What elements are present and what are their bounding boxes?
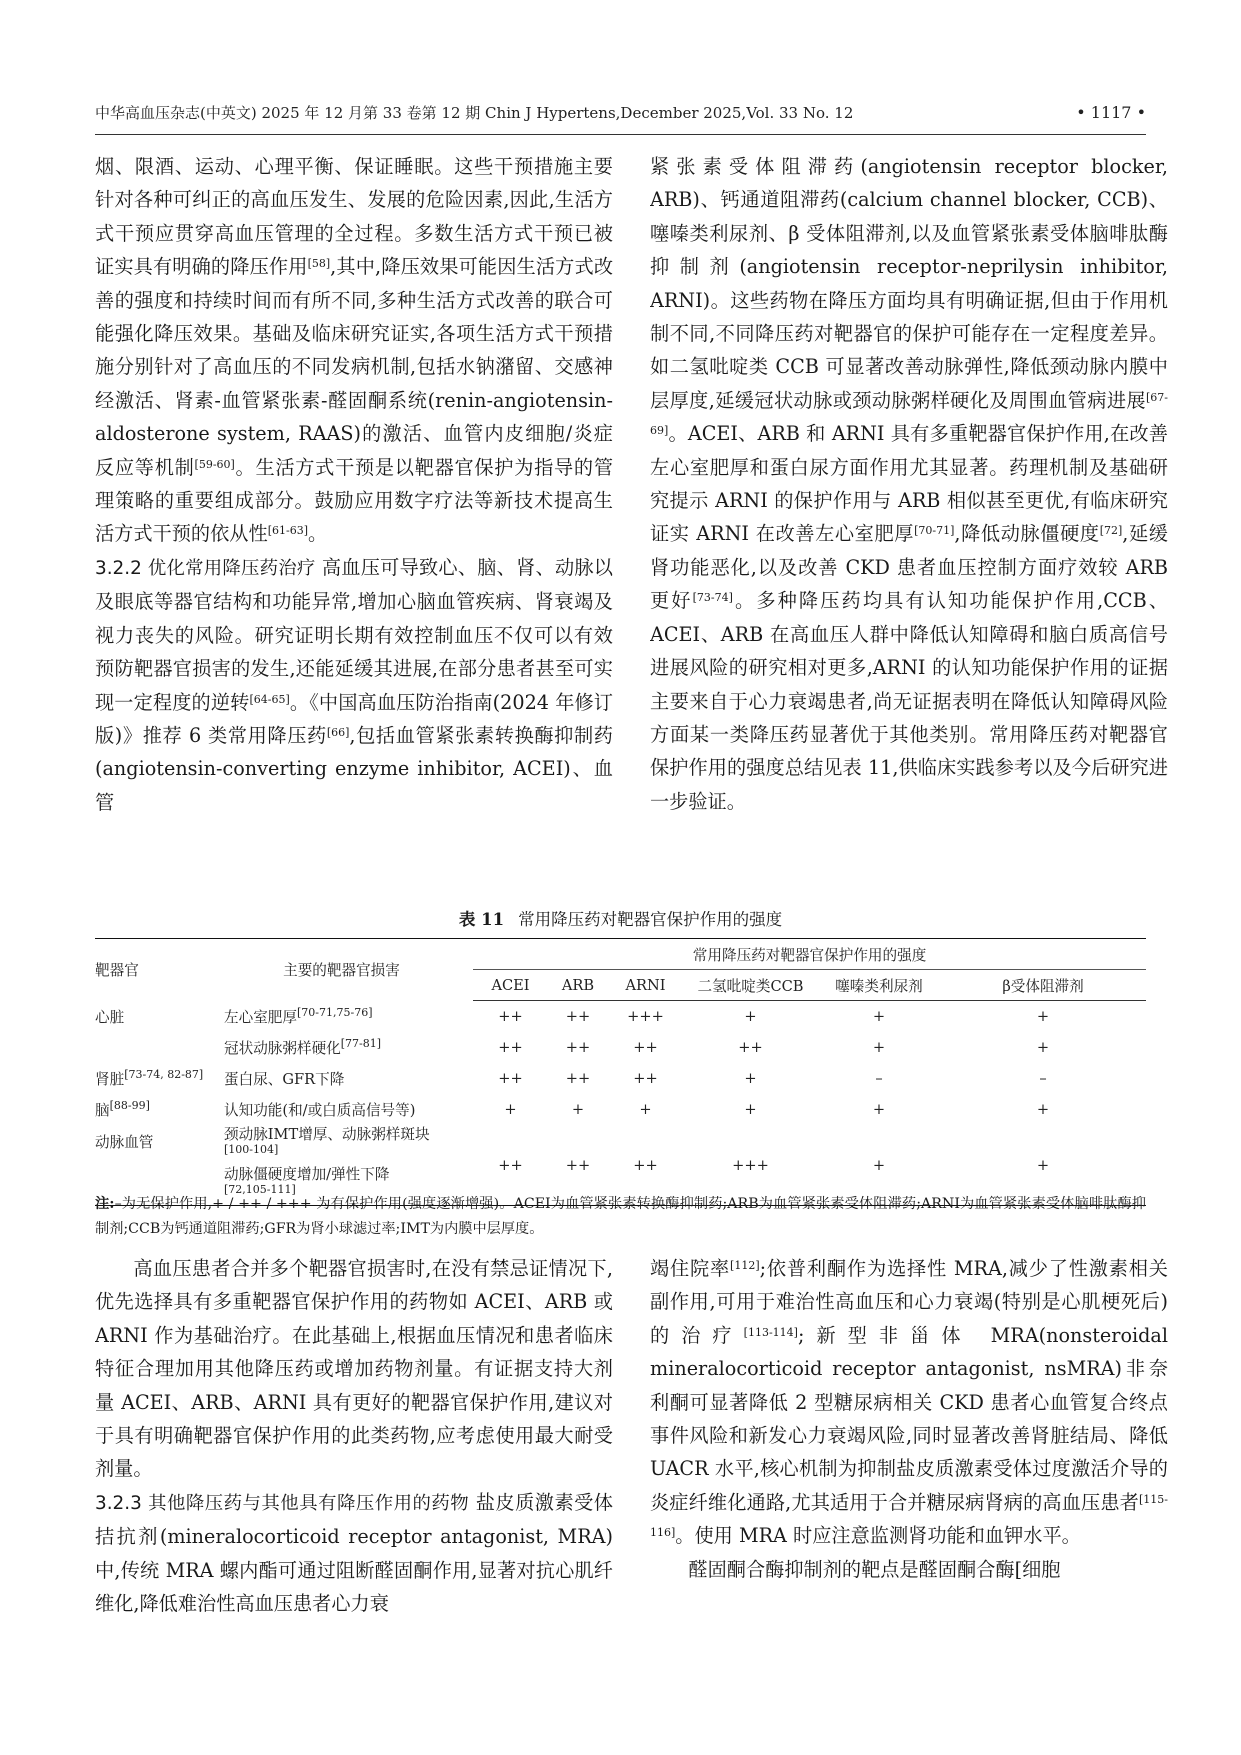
- organ-cell: [95, 1063, 210, 1094]
- damage-label: 左心室肥厚: [224, 1008, 297, 1026]
- citation-ref: [70-71,75-76]: [296, 1005, 373, 1019]
- strength-cell: +: [1036, 1039, 1050, 1056]
- strength-cell: ++: [548, 1125, 608, 1206]
- damage-cell: [210, 1032, 473, 1063]
- citation-ref: [113-114]: [743, 1325, 798, 1339]
- citation-ref: [59-60]: [194, 457, 235, 471]
- header-drug-group: 常用降压药对靶器官保护作用的强度: [473, 939, 1146, 970]
- strength-cell: +: [744, 1008, 757, 1025]
- strength-cell: ++: [565, 1039, 591, 1056]
- citation-ref: [64-65]: [249, 692, 290, 706]
- section-heading-3-2-3: 3.2.3 其他降压药与其他具有降压作用的药物: [95, 1492, 470, 1514]
- organ-cell: [95, 1032, 210, 1063]
- citation-ref: [67-69]: [650, 390, 1168, 438]
- strength-cell: ++: [498, 1008, 523, 1025]
- organ-cell: [95, 1094, 210, 1125]
- strength-cell: ++: [633, 1039, 658, 1056]
- text-run: 。生活方式干预是以靶器官保护为指导的管理策略的重要组成部分。鼓励应用数字疗法等新技术提高生活方式干预的依从性: [95, 455, 613, 546]
- strength-cell: +: [639, 1101, 652, 1118]
- table-11: [95, 938, 1146, 1206]
- damage-label: 蛋白尿、GFR下降: [224, 1071, 345, 1088]
- strength-cell: –: [1039, 1070, 1047, 1087]
- text-run: 烟、限酒、运动、心理平衡、保证睡眠。这些干预措施主要针对各种可纠正的高血压发生、发展的危险因素,因此,生活方式干预应贯穿高血压管理的全过程。多数生活方式干预已被证实具有明确的降压作用: [95, 155, 613, 279]
- table-row: [95, 1094, 1146, 1125]
- header-organ: 靶器官: [95, 939, 210, 1001]
- citation-ref: [70-71]: [914, 524, 955, 538]
- table-label: 表 11: [458, 910, 505, 929]
- citation-ref: [66]: [326, 725, 350, 739]
- strength-cell: +: [744, 1101, 757, 1118]
- strength-cell: +: [872, 1101, 886, 1118]
- note-text: –为无保护作用,+ / ++ / +++ 为有保护作用(强度逐渐增强)。ACEI为血管紧张素转换酶抑制药;ARB为血管紧张素受体阻滞药;ARNI为血管紧张素受体脑啡肽酶抑制剂;CCB为钙通道阻滞药;GFR为肾小球滤过率;IMT为内膜中层厚度。: [95, 1196, 1146, 1237]
- organ-protection-table: [95, 938, 1146, 1206]
- citation-ref: [73-74, 82-87]: [124, 1067, 204, 1081]
- strength-cell: –: [875, 1070, 883, 1087]
- table-row: [95, 1001, 1146, 1033]
- text-run: ,其中,降压效果可能因生活方式改善的强度和持续时间而有所不同,多种生活方式改善的联合可能强化降压效果。基础及临床研究证实,各项生活方式干预措施分别针对了高血压的不同发病机制,包括水钠潴留、交感神经激活、肾素-血管紧张素-醛固酮系统(renin-angiotensin-aldosterone system, RAAS)的激活、血管内皮细胞/炎症反应等机制: [95, 255, 613, 479]
- damage-line: [224, 1125, 473, 1165]
- damage-label: 冠状动脉粥样硬化: [224, 1040, 341, 1057]
- table-row: [95, 1063, 1146, 1094]
- strength-cell: ++: [565, 1070, 591, 1087]
- section-heading-3-2-2: 3.2.2 优化常用降压药治疗: [95, 557, 316, 579]
- header-drug-diuretic: 噻嗪类利尿剂: [818, 970, 940, 1001]
- header-drug-arb: ARB: [548, 970, 608, 1001]
- table-footnote: [95, 1192, 1146, 1242]
- header-damage: 主要的靶器官损害: [210, 939, 473, 1001]
- damage-cell: [210, 1063, 473, 1094]
- text-run: ,降低动脉僵硬度: [954, 522, 1100, 546]
- citation-ref: [72]: [1099, 524, 1123, 538]
- citation-ref: [72,105-111]: [224, 1182, 296, 1196]
- citation-ref: [58]: [307, 257, 331, 271]
- organ-label: 心脏: [95, 1008, 125, 1026]
- paragraph-aldosterone-synthase: 醛固酮合酶抑制剂的靶点是醛固酮合酶[细胞: [688, 1557, 1061, 1581]
- table-caption: [95, 908, 1146, 932]
- strength-cell: ++: [608, 1125, 683, 1206]
- organ-cell: [95, 1001, 210, 1033]
- text-run: ;新型非甾体 MRA(nonsteroidal mineralocorticoid receptor antagonist, nsMRA)非奈利酮可显著降低 2 型糖尿病相关 CKD 患者心血管复合终点事件风险和新发心力衰竭风险,同时显著改善肾脏结局、降低 UACR 水平,核心机制为抑制盐皮质激素受体过度激活介导的炎症纤维化通路,尤其适用于合并糖尿病肾病的高血压患者: [650, 1323, 1168, 1514]
- strength-cell: +: [571, 1101, 585, 1118]
- strength-cell: +++: [627, 1008, 664, 1025]
- strength-cell: +: [818, 1125, 940, 1206]
- strength-cell: +: [744, 1070, 757, 1087]
- text-run: 。: [307, 522, 328, 546]
- paragraph-mra: [650, 1252, 1168, 1553]
- citation-ref: [61-63]: [267, 524, 308, 538]
- paragraph-multi-organ: 高血压患者合并多个靶器官损害时,在没有禁忌证情况下,优先选择具有多重靶器官保护作用的药物如 ACEI、ARB 或 ARNI 作为基础治疗。在此基础上,根据血压情况和患者临床特征合理加用其他降压药或增加药物剂量。有证据支持大剂量 ACEI、ARB、ARNI 具有更好的靶器官保护作用,建议对于具有明确靶器官保护作用的此类药物,应考虑使用最大耐受剂量。: [95, 1257, 613, 1481]
- text-run: 高血压可导致心、脑、肾、动脉以及眼底等器官结构和功能异常,增加心脑血管疾病、肾衰竭及视力丧失的风险。研究证明长期有效控制血压不仅可以有效预防靶器官损害的发生,还能延缓其进展,在部分患者甚至可实现一定程度的逆转: [95, 555, 613, 714]
- paragraph-3-2-2: [95, 551, 613, 819]
- strength-cell: ++: [738, 1039, 763, 1056]
- text-run: 。ACEI、ARB 和 ARNI 具有多重靶器官保护作用,在改善左心室肥厚和蛋白尿方面作用尤其显著。药理机制及基础研究提示 ARNI 的保护作用与 ARB 相似甚至更优,有临床研究证实 ARNI 在改善左心室肥厚: [650, 422, 1168, 546]
- citation-ref: [88-99]: [109, 1098, 150, 1112]
- citation-ref: [112]: [730, 1258, 760, 1272]
- citation-ref: [73-74]: [692, 591, 733, 605]
- damage-cell: [210, 1001, 473, 1033]
- header-drug-acei: ACEI: [473, 970, 548, 1001]
- header-drug-arni: ARNI: [608, 970, 683, 1001]
- strength-cell: +: [1036, 1101, 1050, 1118]
- column-bottom-right: [650, 1252, 1168, 1722]
- text-run: 紧张素受体阻滞药(angiotensin receptor blocker, ARB)、钙通道阻滞药(calcium channel blocker, CCB)、噻嗪类利尿剂、β 受体阻滞剂,以及血管紧张素受体脑啡肽酶抑制剂(angiotensin receptor-neprilysin inhibitor, ARNI)。这些药物在降压方面均具有明确证据,但由于作用机制不同,不同降压药对靶器官的保护可能存在一定程度差异。如二氢吡啶类 CCB 可显著改善动脉弹性,降低颈动脉内膜中层厚度,延缓冠状动脉或颈动脉粥样硬化及周围血管病进展: [650, 155, 1168, 412]
- strength-cell: +++: [683, 1125, 818, 1206]
- strength-cell: +: [872, 1008, 886, 1025]
- citation-ref: [115-116]: [650, 1492, 1168, 1540]
- citation-ref: [100-104]: [224, 1142, 279, 1156]
- text-run: 。使用 MRA 时应注意监测肾功能和血钾水平。: [675, 1524, 1081, 1548]
- header-drug-beta-blocker: β受体阻滞剂: [940, 970, 1146, 1001]
- paragraph-3-2-3: [95, 1486, 613, 1621]
- strength-cell: +: [940, 1125, 1146, 1206]
- journal-citation: 中华高血压杂志(中英文) 2025 年 12 月第 33 卷第 12 期 Chin J Hypertens,December 2025,Vol. 33 No. 12: [95, 104, 854, 122]
- strength-cell: ++: [633, 1070, 658, 1087]
- page-number: • 1117 •: [1076, 103, 1146, 122]
- text-run: 盐皮质激素受体拮抗剂(mineralocorticoid receptor antagonist, MRA)中,传统 MRA 螺内酯可通过阻断醛固酮作用,显著对抗心肌纤维化,降低难治性高血压患者心力衰: [95, 1490, 613, 1616]
- text-run: 竭住院率: [650, 1257, 731, 1280]
- strength-cell: +: [1036, 1008, 1050, 1025]
- strength-cell: ++: [498, 1039, 523, 1056]
- note-label: 注:: [95, 1196, 115, 1212]
- strength-cell: ++: [473, 1125, 548, 1206]
- running-header: [95, 100, 1146, 126]
- table-row: [95, 1032, 1146, 1063]
- paragraph-lifestyle: [95, 150, 613, 551]
- strength-cell: +: [504, 1101, 517, 1118]
- text-run: 。《中国高血压防治指南(2024 年修订版)》推荐 6 类常用降压药: [95, 690, 613, 747]
- citation-ref: [77-81]: [340, 1036, 382, 1050]
- damage-label: 认知功能(和/或白质高信号等): [224, 1102, 416, 1119]
- header-rule: [95, 134, 1146, 135]
- strength-cell: ++: [498, 1070, 523, 1087]
- strength-cell: +: [872, 1039, 886, 1056]
- column-top-left: [95, 150, 613, 870]
- header-drug-ccb: 二氢吡啶类CCB: [683, 970, 818, 1001]
- organ-label: 肾脏: [95, 1071, 125, 1088]
- text-run: ;依普利酮作为选择性 MRA,减少了性激素相关副作用,可用于难治性高血压和心力衰竭(特别是心肌梗死后)的治疗: [650, 1257, 1168, 1347]
- column-top-right: [650, 150, 1168, 870]
- organ-label: 动脉血管: [95, 1134, 154, 1151]
- organ-label: 脑: [95, 1102, 110, 1119]
- table-title: 常用降压药对靶器官保护作用的强度: [518, 910, 783, 929]
- text-run: ,包括血管紧张素转换酶抑制药(angiotensin-converting enzyme inhibitor, ACEI)、血管: [95, 723, 613, 814]
- text-run: 。多种降压药均具有认知功能保护作用,CCB、ACEI、ARB 在高血压人群中降低认知障碍和脑白质高信号进展风险的研究相对更多,ARNI 的认知功能保护作用的证据主要来自于心力衰竭患者,尚无证据表明在降低认知障碍风险方面某一类降压药显著优于其他类别。常用降压药对靶器官保护作用的强度总结见表 11,供临床实践参考以及今后研究进一步验证。: [650, 589, 1168, 813]
- paragraph-drug-classes: [650, 150, 1168, 818]
- column-bottom-left: [95, 1252, 613, 1722]
- damage-label: 动脉僵硬度增加/弹性下降: [224, 1166, 390, 1183]
- text-run: ,延缓肾功能恶化,以及改善 CKD 患者血压控制方面疗效较 ARB 更好: [650, 522, 1168, 613]
- damage-label: 颈动脉IMT增厚、动脉粥样斑块: [224, 1126, 430, 1143]
- damage-cell: [210, 1094, 473, 1125]
- strength-cell: ++: [565, 1008, 591, 1025]
